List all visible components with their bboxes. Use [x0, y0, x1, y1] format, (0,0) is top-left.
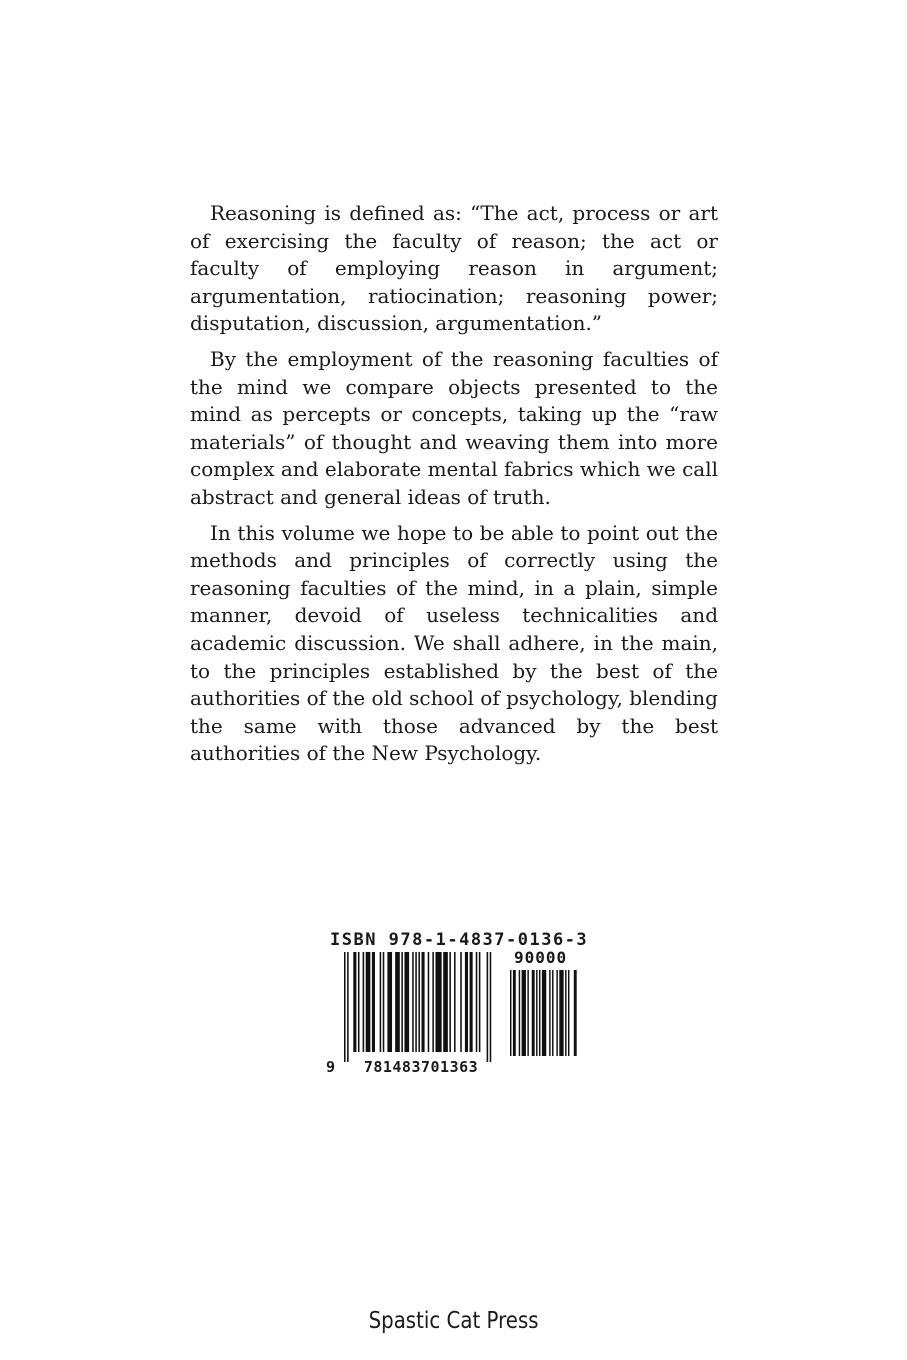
barcode-bar	[476, 952, 478, 1052]
barcode-bar	[510, 970, 511, 1056]
barcode-bar	[432, 952, 434, 1052]
barcode-bar	[418, 952, 420, 1052]
barcode-bar	[487, 952, 489, 1062]
blurb-paragraph-2: By the employment of the reasoning faculties of the mind we compare objects presented to the mind as percepts or concepts, taking up the “raw materials” of thought and weaving them into more complex and elaborate mental fabrics which we call abstract and general ideas of truth.	[190, 346, 718, 509]
barcode-bar	[470, 952, 473, 1052]
barcode-bar	[542, 970, 546, 1056]
blurb-paragraph-3: In this volume we hope to be able to point out the methods and principles of correctly using the reasoning faculties of the mind, in a plain, simple manner, devoid of useless technicalities and academic discussion. We shall adhere, in the main, to the principles established by the best of the authorities of the old school of psychology, blending the same with those advanced by the best authorities of the New Psychology.	[190, 520, 718, 766]
barcode-bar	[443, 952, 448, 1052]
blurb-paragraph-1: Reasoning is defined as: “The act, process or art of exercising the faculty of reason; the act or faculty of employing reason in argument; argumentation, ratiocination; reasoning power; disputation, discussion, argumentation.”	[190, 201, 718, 336]
barcode-bar	[536, 970, 537, 1056]
back-cover-blurb	[190, 200, 718, 776]
barcode-bar	[401, 952, 403, 1052]
barcode-lead-digit: 9	[326, 1058, 336, 1076]
publisher-name: Spastic Cat Press	[368, 1308, 539, 1334]
barcode-bar	[395, 952, 400, 1052]
price-code: 90000	[514, 948, 568, 967]
barcode-bar	[449, 952, 451, 1052]
barcode-bar	[565, 970, 566, 1056]
barcode-bar	[454, 952, 456, 1052]
barcode-bar	[347, 952, 349, 1062]
barcode-bar	[519, 970, 520, 1056]
barcode-bar	[522, 970, 526, 1056]
barcode-bar	[383, 952, 385, 1052]
barcode-bar	[460, 952, 462, 1052]
isbn-barcode	[326, 928, 588, 1078]
barcode-bar	[353, 952, 356, 1052]
barcode-bar	[539, 970, 540, 1056]
barcode-bar	[556, 970, 557, 1056]
barcode-bar	[479, 952, 481, 1052]
barcode-bar	[344, 952, 346, 1062]
barcode-bar	[513, 970, 516, 1056]
barcode-bar	[412, 952, 414, 1052]
barcode-bar	[490, 952, 492, 1062]
barcode-bar	[428, 952, 430, 1052]
barcode-bar	[465, 952, 468, 1052]
barcode-bar	[380, 952, 382, 1052]
barcode-bar	[404, 952, 409, 1052]
barcode-bar	[415, 952, 417, 1052]
barcode-bar	[358, 952, 360, 1052]
isbn-label: ISBN 978-1-4837-0136-3	[330, 930, 589, 950]
barcode-bar	[559, 970, 563, 1056]
barcode-bar	[574, 970, 577, 1056]
barcode-bar	[549, 970, 550, 1056]
barcode-digits: 781483701363	[363, 1058, 479, 1076]
barcode-bar	[435, 952, 441, 1052]
barcode-bar	[372, 952, 375, 1052]
barcode-bar	[422, 952, 425, 1052]
barcode-bar	[363, 952, 365, 1052]
barcode-bar	[568, 970, 569, 1056]
addon-barcode-bars	[510, 970, 582, 1058]
ean-barcode-bars	[344, 952, 506, 1064]
barcode-bar	[387, 952, 392, 1052]
barcode-bar	[366, 952, 371, 1052]
barcode-bar	[532, 970, 535, 1056]
barcode-bar	[527, 970, 528, 1056]
barcode-bar	[552, 970, 553, 1056]
